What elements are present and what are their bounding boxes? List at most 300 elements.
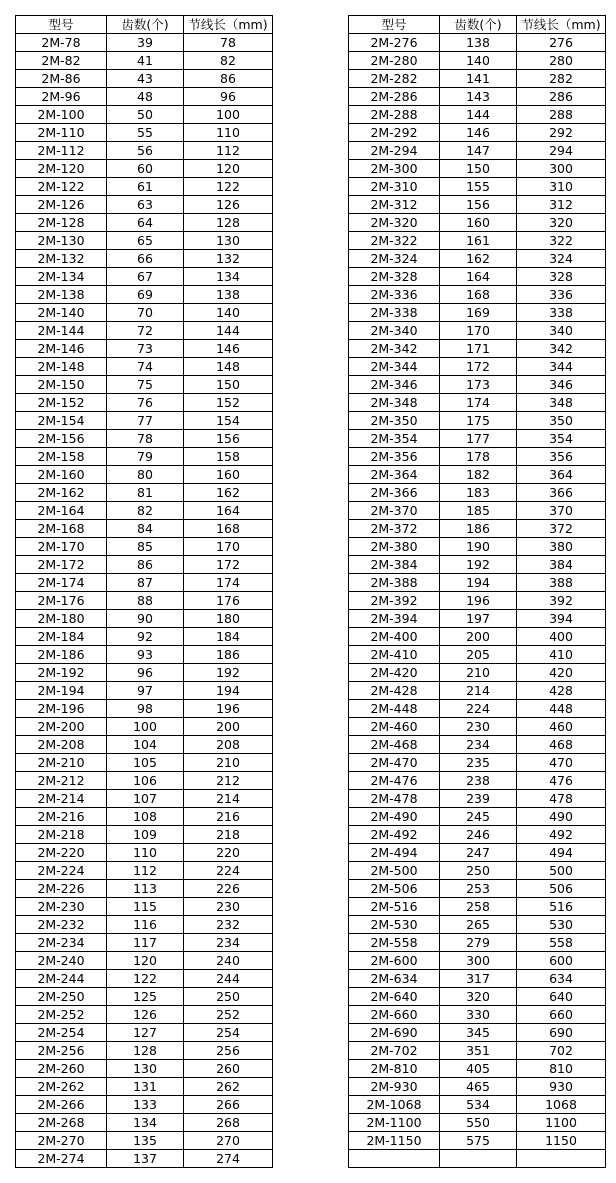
teeth-cell: 550 — [440, 1114, 517, 1132]
table-row — [16, 988, 273, 1006]
model-cell: 2M-194 — [16, 682, 107, 700]
table-row — [349, 124, 606, 142]
model-cell: 2M-322 — [349, 232, 440, 250]
table-row — [16, 682, 273, 700]
teeth-cell: 345 — [440, 1024, 517, 1042]
pitch-length-cell: 164 — [184, 502, 273, 520]
table-body-right — [349, 16, 606, 1168]
model-cell: 2M-150 — [16, 376, 107, 394]
pitch-length-cell: 1100 — [517, 1114, 606, 1132]
table-row — [349, 1042, 606, 1060]
model-cell: 2M-324 — [349, 250, 440, 268]
teeth-cell: 351 — [440, 1042, 517, 1060]
pitch-length-cell: 490 — [517, 808, 606, 826]
pitch-length-cell: 158 — [184, 448, 273, 466]
table-row — [349, 340, 606, 358]
pitch-length-cell: 468 — [517, 736, 606, 754]
teeth-cell: 265 — [440, 916, 517, 934]
model-cell: 2M-690 — [349, 1024, 440, 1042]
table-row — [349, 700, 606, 718]
table-row — [16, 1042, 273, 1060]
pitch-length-cell: 268 — [184, 1114, 273, 1132]
model-cell: 2M-288 — [349, 106, 440, 124]
teeth-cell: 183 — [440, 484, 517, 502]
table-row — [349, 376, 606, 394]
table-row — [349, 952, 606, 970]
model-cell: 2M-78 — [16, 34, 107, 52]
pitch-length-cell: 394 — [517, 610, 606, 628]
teeth-cell: 196 — [440, 592, 517, 610]
teeth-cell: 185 — [440, 502, 517, 520]
table-row — [349, 214, 606, 232]
pitch-length-cell: 530 — [517, 916, 606, 934]
table-row — [16, 1114, 273, 1132]
pitch-length-cell: 300 — [517, 160, 606, 178]
teeth-cell: 170 — [440, 322, 517, 340]
pitch-length-cell: 810 — [517, 1060, 606, 1078]
table-row — [349, 1132, 606, 1150]
pitch-length-cell: 240 — [184, 952, 273, 970]
teeth-cell: 55 — [107, 124, 184, 142]
teeth-cell: 190 — [440, 538, 517, 556]
model-cell: 2M-328 — [349, 268, 440, 286]
table-row — [16, 286, 273, 304]
model-cell: 2M-158 — [16, 448, 107, 466]
model-cell: 2M-350 — [349, 412, 440, 430]
pitch-length-cell: 224 — [184, 862, 273, 880]
teeth-cell: 41 — [107, 52, 184, 70]
teeth-cell: 168 — [440, 286, 517, 304]
table-row — [16, 1096, 273, 1114]
model-cell: 2M-810 — [349, 1060, 440, 1078]
pitch-length-cell: 252 — [184, 1006, 273, 1024]
table-row — [16, 628, 273, 646]
model-cell: 2M-340 — [349, 322, 440, 340]
model-cell: 2M-110 — [16, 124, 107, 142]
table-row — [16, 808, 273, 826]
teeth-cell: 67 — [107, 268, 184, 286]
teeth-cell: 116 — [107, 916, 184, 934]
model-cell: 2M-428 — [349, 682, 440, 700]
pitch-length-cell: 262 — [184, 1078, 273, 1096]
pitch-length-cell: 196 — [184, 700, 273, 718]
teeth-cell: 205 — [440, 646, 517, 664]
teeth-cell: 161 — [440, 232, 517, 250]
teeth-cell: 98 — [107, 700, 184, 718]
teeth-cell: 186 — [440, 520, 517, 538]
table-row — [16, 412, 273, 430]
pitch-length-cell: 176 — [184, 592, 273, 610]
pitch-length-cell — [517, 1150, 606, 1168]
table-row — [349, 520, 606, 538]
teeth-cell: 125 — [107, 988, 184, 1006]
model-cell: 2M-274 — [16, 1150, 107, 1168]
teeth-cell: 66 — [107, 250, 184, 268]
table-row — [16, 214, 273, 232]
pitch-length-cell: 208 — [184, 736, 273, 754]
model-header: 型号 — [16, 16, 107, 34]
table-row — [16, 700, 273, 718]
teeth-cell: 169 — [440, 304, 517, 322]
model-cell: 2M-170 — [16, 538, 107, 556]
model-cell: 2M-394 — [349, 610, 440, 628]
model-cell: 2M-132 — [16, 250, 107, 268]
pitch-length-cell: 340 — [517, 322, 606, 340]
table-row — [349, 1078, 606, 1096]
model-cell: 2M-476 — [349, 772, 440, 790]
model-cell: 2M-276 — [349, 34, 440, 52]
model-cell: 2M-1068 — [349, 1096, 440, 1114]
table-row — [16, 1024, 273, 1042]
pitch-length-cell: 216 — [184, 808, 273, 826]
teeth-cell: 146 — [440, 124, 517, 142]
table-row — [16, 538, 273, 556]
table-row — [349, 232, 606, 250]
pitch-length-cell: 130 — [184, 232, 273, 250]
pitch-length-cell: 634 — [517, 970, 606, 988]
pitch-length-cell: 350 — [517, 412, 606, 430]
model-cell: 2M-126 — [16, 196, 107, 214]
table-row — [349, 502, 606, 520]
table-row — [16, 430, 273, 448]
pitch-length-cell: 558 — [517, 934, 606, 952]
model-cell: 2M-282 — [349, 70, 440, 88]
table-row — [16, 520, 273, 538]
model-cell: 2M-348 — [349, 394, 440, 412]
pitch-length-cell: 110 — [184, 124, 273, 142]
table-row — [16, 736, 273, 754]
table-row — [349, 142, 606, 160]
table-row — [16, 1132, 273, 1150]
pitch-length-cell: 372 — [517, 520, 606, 538]
pitch-length-cell: 388 — [517, 574, 606, 592]
teeth-cell: 96 — [107, 664, 184, 682]
table-row — [349, 250, 606, 268]
teeth-cell: 72 — [107, 322, 184, 340]
model-cell: 2M-336 — [349, 286, 440, 304]
table-row — [349, 862, 606, 880]
model-cell: 2M-338 — [349, 304, 440, 322]
teeth-cell: 60 — [107, 160, 184, 178]
teeth-cell: 214 — [440, 682, 517, 700]
table-row — [349, 70, 606, 88]
model-cell: 2M-196 — [16, 700, 107, 718]
pitch-length-cell: 294 — [517, 142, 606, 160]
pitch-length-cell: 160 — [184, 466, 273, 484]
model-cell: 2M-260 — [16, 1060, 107, 1078]
teeth-cell: 110 — [107, 844, 184, 862]
teeth-cell: 150 — [440, 160, 517, 178]
table-row — [349, 646, 606, 664]
teeth-cell: 171 — [440, 340, 517, 358]
teeth-cell: 140 — [440, 52, 517, 70]
teeth-cell: 73 — [107, 340, 184, 358]
pitch-length-cell: 492 — [517, 826, 606, 844]
table-row — [349, 826, 606, 844]
model-cell: 2M-380 — [349, 538, 440, 556]
model-cell: 2M-224 — [16, 862, 107, 880]
pitch-length-cell: 338 — [517, 304, 606, 322]
model-cell: 2M-82 — [16, 52, 107, 70]
table-row — [16, 484, 273, 502]
teeth-cell: 107 — [107, 790, 184, 808]
model-cell: 2M-214 — [16, 790, 107, 808]
pitch-length-cell: 282 — [517, 70, 606, 88]
pitch-length-cell: 212 — [184, 772, 273, 790]
table-row — [16, 304, 273, 322]
pitch-length-cell: 148 — [184, 358, 273, 376]
table-row — [16, 862, 273, 880]
pitch-length-cell: 1150 — [517, 1132, 606, 1150]
model-cell: 2M-478 — [349, 790, 440, 808]
model-cell: 2M-144 — [16, 322, 107, 340]
model-cell: 2M-342 — [349, 340, 440, 358]
teeth-cell: 76 — [107, 394, 184, 412]
model-cell: 2M-292 — [349, 124, 440, 142]
model-cell: 2M-172 — [16, 556, 107, 574]
model-cell: 2M-366 — [349, 484, 440, 502]
teeth-cell: 128 — [107, 1042, 184, 1060]
teeth-cell: 156 — [440, 196, 517, 214]
table-row — [349, 1114, 606, 1132]
teeth-cell: 65 — [107, 232, 184, 250]
pitch-length-header: 节线长（mm) — [517, 16, 606, 34]
pitch-length-cell: 286 — [517, 88, 606, 106]
teeth-cell: 97 — [107, 682, 184, 700]
model-cell: 2M-180 — [16, 610, 107, 628]
table-row — [16, 376, 273, 394]
table-row — [349, 934, 606, 952]
table-row — [16, 646, 273, 664]
model-cell: 2M-122 — [16, 178, 107, 196]
model-cell: 2M-634 — [349, 970, 440, 988]
model-cell: 2M-530 — [349, 916, 440, 934]
table-row — [16, 952, 273, 970]
model-cell: 2M-218 — [16, 826, 107, 844]
table-row — [349, 1150, 606, 1168]
pitch-length-cell: 288 — [517, 106, 606, 124]
table-row — [16, 934, 273, 952]
pitch-length-cell: 210 — [184, 754, 273, 772]
model-cell: 2M-164 — [16, 502, 107, 520]
pitch-length-cell: 384 — [517, 556, 606, 574]
teeth-cell: 48 — [107, 88, 184, 106]
model-cell: 2M-372 — [349, 520, 440, 538]
table-row — [349, 898, 606, 916]
model-cell: 2M-468 — [349, 736, 440, 754]
teeth-cell: 56 — [107, 142, 184, 160]
table-row — [16, 790, 273, 808]
model-cell: 2M-320 — [349, 214, 440, 232]
teeth-cell: 465 — [440, 1078, 517, 1096]
table-row — [349, 556, 606, 574]
pitch-length-cell: 470 — [517, 754, 606, 772]
table-row — [16, 142, 273, 160]
pitch-length-cell: 266 — [184, 1096, 273, 1114]
pitch-length-cell: 348 — [517, 394, 606, 412]
belt-spec-table-right — [348, 15, 606, 1168]
pitch-length-cell: 200 — [184, 718, 273, 736]
pitch-length-cell: 154 — [184, 412, 273, 430]
model-cell: 2M-200 — [16, 718, 107, 736]
model-cell: 2M-494 — [349, 844, 440, 862]
table-row — [349, 574, 606, 592]
table-row — [16, 772, 273, 790]
table-row — [16, 898, 273, 916]
pitch-length-cell: 146 — [184, 340, 273, 358]
table-row — [16, 718, 273, 736]
model-cell: 2M-250 — [16, 988, 107, 1006]
pitch-length-cell: 162 — [184, 484, 273, 502]
pitch-length-cell: 172 — [184, 556, 273, 574]
teeth-cell: 175 — [440, 412, 517, 430]
teeth-cell: 86 — [107, 556, 184, 574]
table-row — [349, 484, 606, 502]
model-cell: 2M-300 — [349, 160, 440, 178]
table-row — [16, 916, 273, 934]
teeth-cell: 239 — [440, 790, 517, 808]
pitch-length-cell: 244 — [184, 970, 273, 988]
model-cell: 2M-152 — [16, 394, 107, 412]
pitch-length-cell: 320 — [517, 214, 606, 232]
table-row — [16, 1150, 273, 1168]
model-cell: 2M-262 — [16, 1078, 107, 1096]
table-row — [349, 988, 606, 1006]
table-row — [16, 502, 273, 520]
table-row — [349, 754, 606, 772]
table-row — [349, 268, 606, 286]
teeth-cell: 92 — [107, 628, 184, 646]
teeth-cell: 75 — [107, 376, 184, 394]
teeth-cell: 39 — [107, 34, 184, 52]
model-cell: 2M-160 — [16, 466, 107, 484]
model-cell: 2M-148 — [16, 358, 107, 376]
pitch-length-cell: 256 — [184, 1042, 273, 1060]
model-cell: 2M-154 — [16, 412, 107, 430]
table-row — [349, 196, 606, 214]
pitch-length-cell: 214 — [184, 790, 273, 808]
model-cell: 2M-138 — [16, 286, 107, 304]
pitch-length-cell: 78 — [184, 34, 273, 52]
table-row — [16, 52, 273, 70]
model-cell: 2M-460 — [349, 718, 440, 736]
table-row — [349, 844, 606, 862]
teeth-cell: 74 — [107, 358, 184, 376]
model-cell: 2M-470 — [349, 754, 440, 772]
table-row — [16, 340, 273, 358]
pitch-length-cell: 186 — [184, 646, 273, 664]
teeth-cell: 115 — [107, 898, 184, 916]
teeth-cell: 122 — [107, 970, 184, 988]
pitch-length-cell: 86 — [184, 70, 273, 88]
table-row — [16, 574, 273, 592]
teeth-cell: 138 — [440, 34, 517, 52]
table-row — [349, 718, 606, 736]
pitch-length-cell: 100 — [184, 106, 273, 124]
model-cell: 2M-174 — [16, 574, 107, 592]
table-row — [16, 880, 273, 898]
table-row — [349, 1006, 606, 1024]
model-cell: 2M-640 — [349, 988, 440, 1006]
model-cell: 2M-558 — [349, 934, 440, 952]
teeth-cell: 63 — [107, 196, 184, 214]
teeth-cell: 141 — [440, 70, 517, 88]
pitch-length-cell: 192 — [184, 664, 273, 682]
table-row — [349, 682, 606, 700]
pitch-length-cell: 174 — [184, 574, 273, 592]
teeth-cell: 210 — [440, 664, 517, 682]
pitch-length-cell: 506 — [517, 880, 606, 898]
table-row — [16, 610, 273, 628]
table-row — [16, 70, 273, 88]
pitch-length-cell: 112 — [184, 142, 273, 160]
model-cell: 2M-130 — [16, 232, 107, 250]
model-cell: 2M-270 — [16, 1132, 107, 1150]
table-row — [16, 826, 273, 844]
pitch-length-cell: 150 — [184, 376, 273, 394]
model-cell: 2M-392 — [349, 592, 440, 610]
model-cell: 2M-176 — [16, 592, 107, 610]
model-cell: 2M-660 — [349, 1006, 440, 1024]
pitch-length-cell: 344 — [517, 358, 606, 376]
table-row — [16, 178, 273, 196]
table-row — [16, 124, 273, 142]
table-row — [16, 250, 273, 268]
teeth-cell: 405 — [440, 1060, 517, 1078]
pitch-length-cell: 342 — [517, 340, 606, 358]
model-cell: 2M-240 — [16, 952, 107, 970]
pitch-length-cell: 420 — [517, 664, 606, 682]
pitch-length-cell: 702 — [517, 1042, 606, 1060]
teeth-cell: 109 — [107, 826, 184, 844]
teeth-cell: 230 — [440, 718, 517, 736]
model-cell: 2M-384 — [349, 556, 440, 574]
table-row — [349, 430, 606, 448]
pitch-length-cell: 478 — [517, 790, 606, 808]
pitch-length-cell: 170 — [184, 538, 273, 556]
table-row — [16, 196, 273, 214]
teeth-cell: 105 — [107, 754, 184, 772]
pitch-length-cell: 156 — [184, 430, 273, 448]
pitch-length-cell: 82 — [184, 52, 273, 70]
model-cell: 2M-500 — [349, 862, 440, 880]
teeth-header: 齿数(个) — [107, 16, 184, 34]
teeth-cell: 64 — [107, 214, 184, 232]
pitch-length-cell: 232 — [184, 916, 273, 934]
teeth-cell: 135 — [107, 1132, 184, 1150]
model-cell: 2M-208 — [16, 736, 107, 754]
teeth-cell: 164 — [440, 268, 517, 286]
teeth-cell: 147 — [440, 142, 517, 160]
pitch-length-cell: 152 — [184, 394, 273, 412]
table-row — [349, 304, 606, 322]
teeth-cell: 84 — [107, 520, 184, 538]
model-cell: 2M-216 — [16, 808, 107, 826]
model-cell: 2M-244 — [16, 970, 107, 988]
table-row — [349, 664, 606, 682]
model-cell: 2M-312 — [349, 196, 440, 214]
teeth-cell: 235 — [440, 754, 517, 772]
pitch-length-cell: 122 — [184, 178, 273, 196]
pitch-length-cell: 276 — [517, 34, 606, 52]
table-row — [16, 394, 273, 412]
table-row — [16, 844, 273, 862]
teeth-cell: 50 — [107, 106, 184, 124]
model-cell: 2M-134 — [16, 268, 107, 286]
teeth-cell: 173 — [440, 376, 517, 394]
pitch-length-cell: 428 — [517, 682, 606, 700]
table-row — [16, 358, 273, 376]
